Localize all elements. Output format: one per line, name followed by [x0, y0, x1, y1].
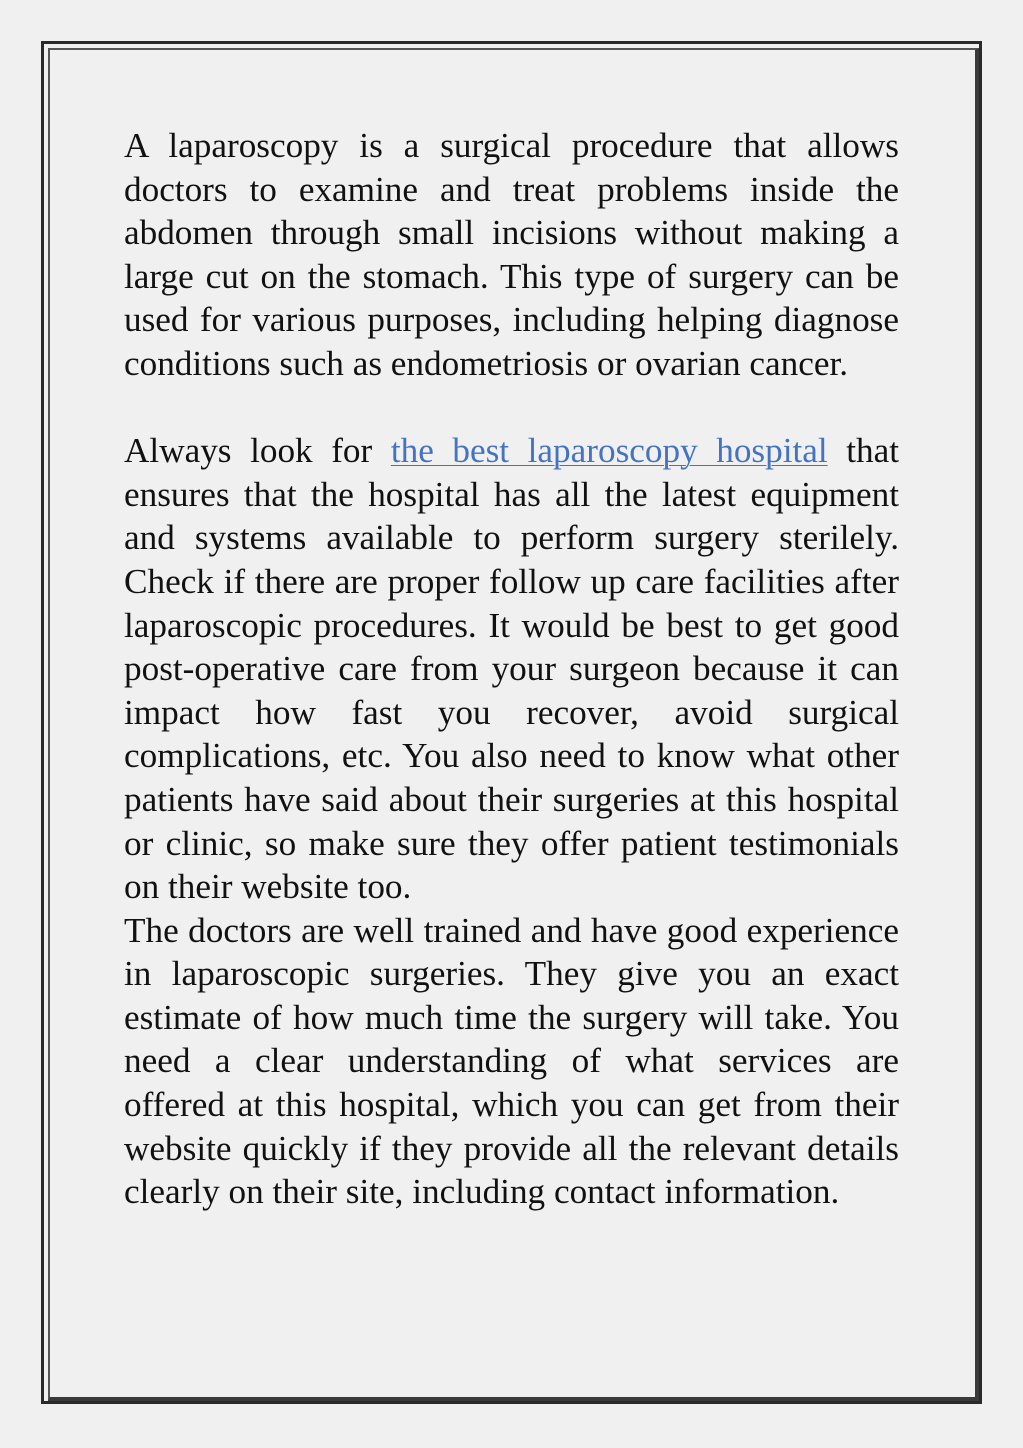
- paragraph-hospital-advice-lead: Always look for: [124, 431, 391, 471]
- paragraph-hospital-advice-rest: that ensures that the hospital has all the latest equipment and systems available to perform surgery sterilely. Check if there are proper follow up care facilities after laparoscopic procedures. It would be best to get good post-operative care from your surgeon because it can impact how fast you recover, avoid surgical complications, etc. You also need to know what other patients have said about their surgeries at this hospital or clinic, so make sure they offer patient testimonials on their website too.: [124, 431, 900, 907]
- best-laparoscopy-hospital-link[interactable]: the best laparoscopy hospital: [390, 431, 828, 471]
- paragraph-intro: A laparoscopy is a surgical procedure that allows doctors to examine and treat problems inside the abdomen through small incisions without making a large cut on the stomach. This type of surgery can be used for various purposes, including helping diagnose conditions such as endometriosis or ovarian cancer.: [124, 126, 899, 383]
- document-body: [124, 124, 899, 1214]
- paragraph-hospital-advice: [124, 429, 899, 909]
- paragraph-doctors: The doctors are well trained and have good experience in laparoscopic surgeries. They give you an exact estimate of how much time the surgery will take. You need a clear understanding of what services are offered at this hospital, which you can get from their website quickly if they provide all the relevant details clearly on their site, including contact information.: [124, 910, 899, 1212]
